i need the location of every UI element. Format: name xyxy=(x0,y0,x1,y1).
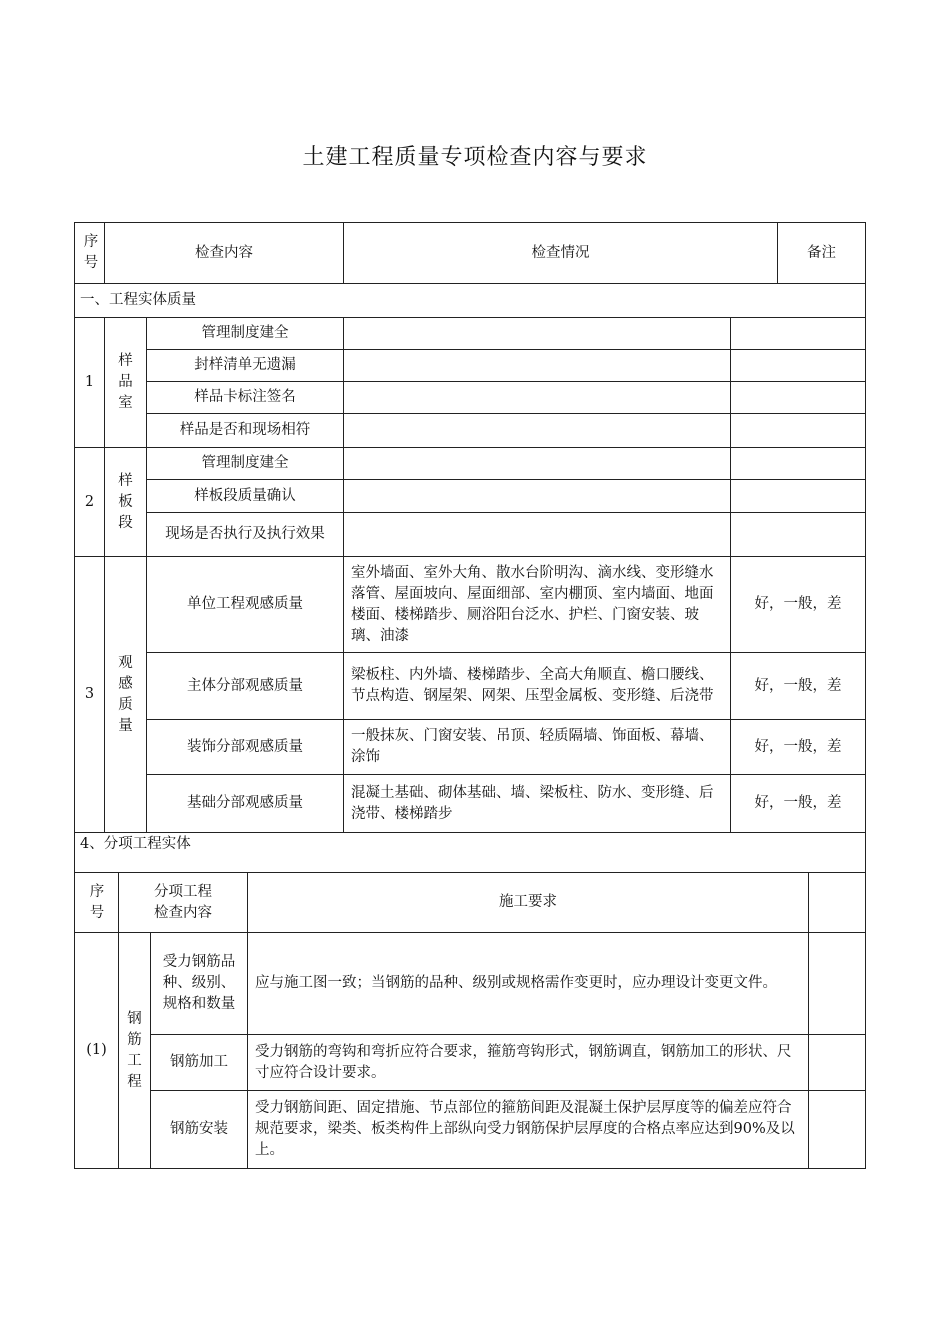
g2-remark-cell xyxy=(730,479,866,513)
g2-status-cell xyxy=(343,479,731,513)
g1-remark-cell xyxy=(730,317,866,350)
g3-remark: 好，一般，差 xyxy=(754,677,842,694)
t2-req: 应与施工图一致；当钢筋的品种、级别或规格需作变更时，应办理设计变更文件。 xyxy=(255,975,777,991)
t2-header-content xyxy=(118,872,248,933)
t2-header-extra-cell xyxy=(808,872,866,933)
g3-remark: 好，一般，差 xyxy=(754,596,842,612)
t2-item: 钢筋加工 xyxy=(170,1054,228,1070)
section4-heading-cell xyxy=(74,832,866,873)
g3-desc: 梁板柱、内外墙、楼梯踏步、全高大角顺直、檐口腰线、节点构造、钢屋架、网架、压型金属板、变形缝、后浇带 xyxy=(351,667,714,704)
group2-label: 样板段 xyxy=(118,472,133,531)
g1-item: 封样清单无遗漏 xyxy=(194,357,296,373)
g2-remark-cell xyxy=(730,512,866,557)
g1-remark-cell xyxy=(730,381,866,414)
t2-header-seq: 序号 xyxy=(89,883,105,921)
g3-item: 单位工程观感质量 xyxy=(187,596,303,612)
g1-remark-cell xyxy=(730,349,866,382)
g2-item: 现场是否执行及执行效果 xyxy=(165,526,325,542)
group3-label: 观感质量 xyxy=(118,654,133,734)
section1-heading: 一、工程实体质量 xyxy=(80,292,196,308)
g1-status-cell xyxy=(343,413,731,448)
t2-header-content-line1: 分项工程 xyxy=(154,883,212,900)
g3-item: 主体分部观感质量 xyxy=(187,677,303,694)
group1-num: 1 xyxy=(84,374,95,390)
t2-item: 受力钢筋品种、级别、规格和数量 xyxy=(162,954,236,1012)
t2-extra-cell xyxy=(808,1090,866,1169)
t2-label: 钢筋工程 xyxy=(127,1010,142,1090)
g3-remark: 好，一般，差 xyxy=(754,795,842,811)
header-remark: 备注 xyxy=(807,244,836,261)
g3-desc: 混凝土基础、砌体基础、墙、梁板柱、防水、变形缝、后浇带、楼梯踏步 xyxy=(351,784,714,822)
document-title: 土建工程质量专项检查内容与要求 xyxy=(302,145,648,170)
group2-num: 2 xyxy=(84,493,95,510)
group3-num: 3 xyxy=(84,686,95,702)
g1-status-cell xyxy=(343,349,731,382)
g3-desc: 一般抹灰、门窗安装、吊顶、轻质隔墙、饰面板、幕墙、涂饰 xyxy=(351,728,714,765)
t2-req: 受力钢筋间距、固定措施、节点部位的箍筋间距及混凝土保护层厚度等的偏差应符合规范要求，梁类、板类构件上部纵向受力钢筋保护层厚度的合格点率应达到90%及以上。 xyxy=(255,1100,795,1158)
g2-status-cell xyxy=(343,447,731,480)
t2-num: (1) xyxy=(86,1042,107,1058)
t2-header-content-line2: 检查内容 xyxy=(154,904,212,921)
g1-status-cell xyxy=(343,317,731,350)
g3-item: 装饰分部观感质量 xyxy=(187,738,303,755)
g3-item: 基础分部观感质量 xyxy=(187,795,303,811)
g2-remark-cell xyxy=(730,447,866,480)
g3-desc: 室外墙面、室外大角、散水台阶明沟、滴水线、变形缝水落管、屋面坡向、屋面细部、室内棚顶、室内墙面、地面楼面、楼梯踏步、厕浴阳台泛水、护栏、门窗安装、玻璃、油漆 xyxy=(351,564,714,644)
g2-status-cell xyxy=(343,512,731,557)
g1-item: 管理制度建全 xyxy=(201,325,289,341)
header-status: 检查情况 xyxy=(531,244,590,261)
t2-extra-cell xyxy=(808,1034,866,1091)
t2-header-req: 施工要求 xyxy=(499,894,557,910)
header-seq: 序号 xyxy=(83,234,99,271)
t2-req: 受力钢筋的弯钩和弯折应符合要求，箍筋弯钩形式，钢筋调直，钢筋加工的形状、尺寸应符合设计要求。 xyxy=(255,1043,792,1081)
section4-heading: 4、分项工程实体 xyxy=(80,836,191,852)
g1-status-cell xyxy=(343,381,731,414)
g2-item: 样板段质量确认 xyxy=(194,487,296,504)
g1-remark-cell xyxy=(730,413,866,448)
t2-extra-cell xyxy=(808,932,866,1035)
t2-item: 钢筋安装 xyxy=(170,1121,228,1137)
group1-label: 样品室 xyxy=(118,353,133,411)
g3-remark: 好，一般，差 xyxy=(754,738,842,755)
g2-item: 管理制度建全 xyxy=(201,455,289,471)
header-content: 检查内容 xyxy=(195,244,253,261)
g1-item: 样品是否和现场相符 xyxy=(179,422,311,438)
g1-item: 样品卡标注签名 xyxy=(194,389,296,405)
